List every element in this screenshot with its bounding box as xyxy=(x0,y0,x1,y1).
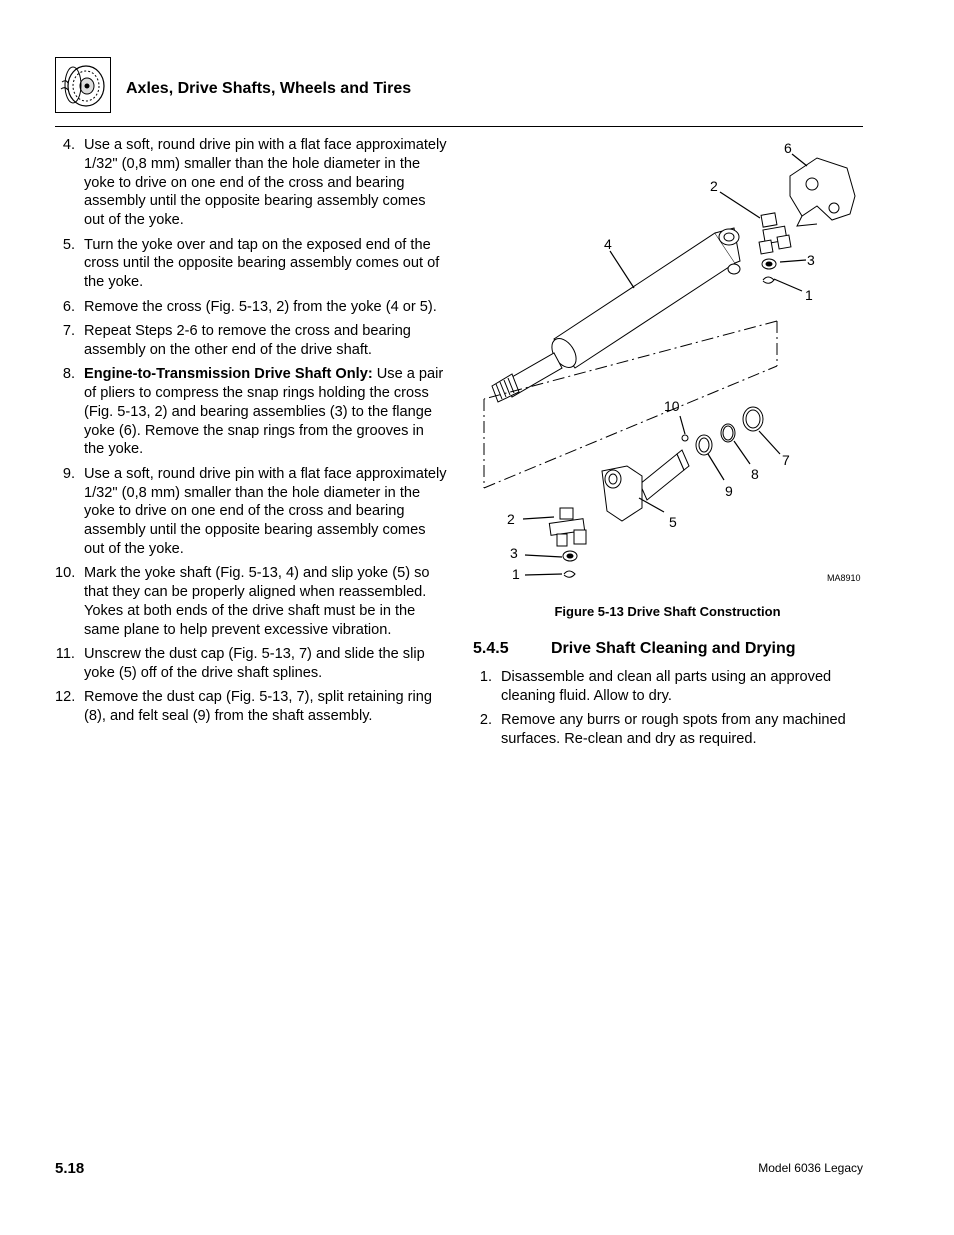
section-title: Drive Shaft Cleaning and Drying xyxy=(551,640,796,657)
procedure-steps xyxy=(55,136,447,726)
callout-4: 4 xyxy=(604,236,612,252)
list-item: 6. Remove the cross (Fig. 5-13, 2) from the yoke (4 or 5). xyxy=(62,298,437,315)
upper-bearing-drawing xyxy=(762,259,776,283)
slip-yoke-drawing xyxy=(602,450,689,521)
callout-3-upper: 3 xyxy=(807,252,815,268)
assembly-guide-lines xyxy=(484,321,777,488)
callout-9: 9 xyxy=(725,483,733,499)
list-item: 11. Unscrew the dust cap (Fig. 5-13, 7) and slide the slip yoke (5) off of the drive shaft splines. xyxy=(55,646,425,681)
model-label: Model 6036 Legacy xyxy=(758,1161,863,1175)
callout-8: 8 xyxy=(751,466,759,482)
callout-10: 10 xyxy=(664,398,680,414)
list-item: 2. Remove any burrs or rough spots from any machined surfaces. Re-clean and dry as required. xyxy=(479,712,846,747)
list-item: 1. Disassemble and clean all parts using an approved cleaning fluid. Allow to dry. xyxy=(479,669,832,704)
lower-cross-drawing xyxy=(549,508,586,577)
callout-5: 5 xyxy=(669,514,677,530)
callout-7: 7 xyxy=(782,452,790,468)
yoke-shaft-drawing xyxy=(492,228,740,402)
header-divider xyxy=(55,126,863,127)
section-number: 5.4.5 xyxy=(473,640,509,657)
callout-1-upper: 1 xyxy=(805,287,813,303)
list-item: 7. Repeat Steps 2-6 to remove the cross and bearing assembly on the other end of the drive shaft. xyxy=(62,322,411,358)
callout-2-upper: 2 xyxy=(710,178,718,194)
list-item: 4. Use a soft, round drive pin with a flat face approximately 1/32" (0,8 mm) smaller than the hole diameter in the yoke to drive on one end of the cross and bearing assembly until the opposite bearing assembly comes out of the yoke. xyxy=(62,137,447,229)
callout-3-lower: 3 xyxy=(510,545,518,561)
tire-icon xyxy=(55,57,111,113)
figure-id: MA8910 xyxy=(827,573,861,583)
list-item: 9. Use a soft, round drive pin with a flat face approximately 1/32" (0,8 mm) smaller than the hole diameter in the yoke to drive on one end of the cross and bearing assembly until the opposite bearing assembly comes out of the yoke. xyxy=(62,465,447,557)
callout-6: 6 xyxy=(784,140,792,156)
flange-yoke-drawing xyxy=(790,158,855,226)
chapter-title: Axles, Drive Shafts, Wheels and Tires xyxy=(126,80,412,97)
list-item: 5. Turn the yoke over and tap on the exposed end of the cross until the opposite bearing assembly comes out of the yoke. xyxy=(62,236,440,291)
list-item: 8. Engine-to-Transmission Drive Shaft Only: Use a pair of pliers to compress the snap rings holding the cross (Fig. 5-13, 2) and bearing assemblies (3) to the flange yoke (6). Remove the snap rings from the grooves in the yoke. xyxy=(62,366,444,458)
seal-parts-drawing xyxy=(682,407,763,455)
list-item: 10. Mark the yoke shaft (Fig. 5-13, 4) and slip yoke (5) so that they can be properly aligned when reassembled. Yokes at both ends of the drive shaft must be in the same plane to help prevent excessive vibration. xyxy=(55,565,430,638)
drive-shaft-diagram xyxy=(472,136,872,596)
drive-shaft-figure xyxy=(472,136,872,596)
step-emphasis: Engine-to-Transmission Drive Shaft Only: xyxy=(84,366,373,383)
cleaning-steps xyxy=(472,668,864,754)
figure-caption: Figure 5-13 Drive Shaft Construction xyxy=(554,604,781,619)
left-column xyxy=(55,136,447,731)
list-item: 12. Remove the dust cap (Fig. 5-13, 7), split retaining ring (8), and felt seal (9) from the shaft assembly. xyxy=(55,689,432,725)
callout-2-lower: 2 xyxy=(507,511,515,527)
callout-1-lower: 1 xyxy=(512,566,520,582)
section-heading xyxy=(473,640,795,658)
upper-cross-drawing xyxy=(759,213,791,254)
page-number: 5.18 xyxy=(55,1160,85,1177)
